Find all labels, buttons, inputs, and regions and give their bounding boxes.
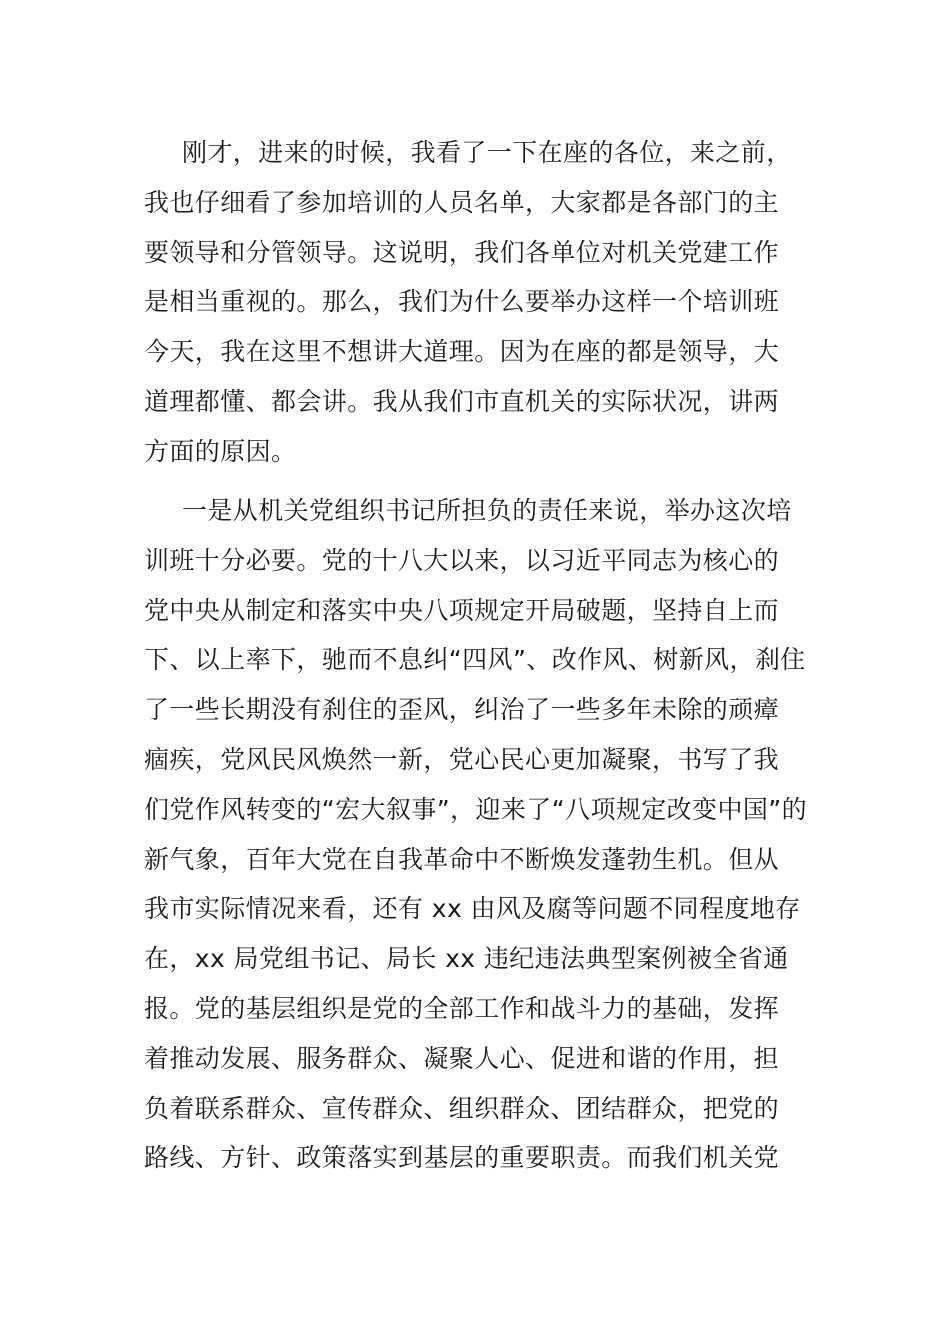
paragraph-line: 报。党的基层组织是党的全部工作和战斗力的基础，发挥 [144, 993, 780, 1023]
paragraph-line: 要领导和分管领导。这说明，我们各单位对机关党建工作 [144, 237, 780, 267]
paragraph-line: 今天，我在这里不想讲大道理。因为在座的都是领导，大 [144, 337, 780, 367]
paragraph-line [144, 1183, 814, 1233]
paragraph-line: 了一些长期没有刹住的歪风，纠治了一些多年未除的顽瘴 [144, 695, 780, 725]
paragraph-line: 在，xx 局党组书记、局长 xx 违纪违法典型案例被全省通 [144, 944, 789, 974]
paragraph-line: 是相当重视的。那么，我们为什么要举办这样一个培训班 [144, 287, 780, 317]
paragraph-line: 党中央从制定和落实中央八项规定开局破题，坚持自上而 [144, 595, 780, 625]
paragraph-line: 一是从机关党组织书记所担负的责任来说，举办这次培 [182, 496, 792, 525]
paragraph-line: 下、以上率下，驰而不息纠“四风”、改作风、树新风，刹住 [144, 645, 806, 675]
paragraph-line: 我市实际情况来看，还有 xx 由风及腐等问题不同程度地存 [144, 894, 801, 924]
paragraph-line: 训班十分必要。党的十八大以来，以习近平同志为核心的 [144, 545, 780, 575]
paragraph-line: 刚才，进来的时候，我看了一下在座的各位，来之前， [182, 138, 792, 167]
paragraph-1 [144, 128, 814, 477]
paragraph-line: 负着联系群众、宣传群众、组织群众、团结群众，把党的 [144, 1093, 780, 1123]
paragraph-line: 新气象，百年大党在自我革命中不断焕发蓬勃生机。但从 [144, 844, 780, 874]
paragraph-line: 道理都懂、都会讲。我从我们市直机关的实际状况，讲两 [144, 386, 780, 416]
paragraph-line: 痼疾，党风民风焕然一新，党心民心更加凝聚，书写了我 [144, 744, 780, 774]
paragraph-line: 我也仔细看了参加培训的人员名单，大家都是各部门的主 [144, 187, 780, 217]
paragraph-2 [144, 486, 814, 1233]
paragraph-line: 方面的原因。 [144, 436, 297, 466]
paragraph-line: 们党作风转变的“宏大叙事”，迎来了“八项规定改变中国”的 [144, 794, 808, 824]
paragraph-line: 着推动发展、服务群众、凝聚人心、促进和谐的作用，担 [144, 1043, 780, 1073]
paragraph-line: 路线、方针、政策落实到基层的重要职责。而我们机关党 [144, 1143, 780, 1173]
